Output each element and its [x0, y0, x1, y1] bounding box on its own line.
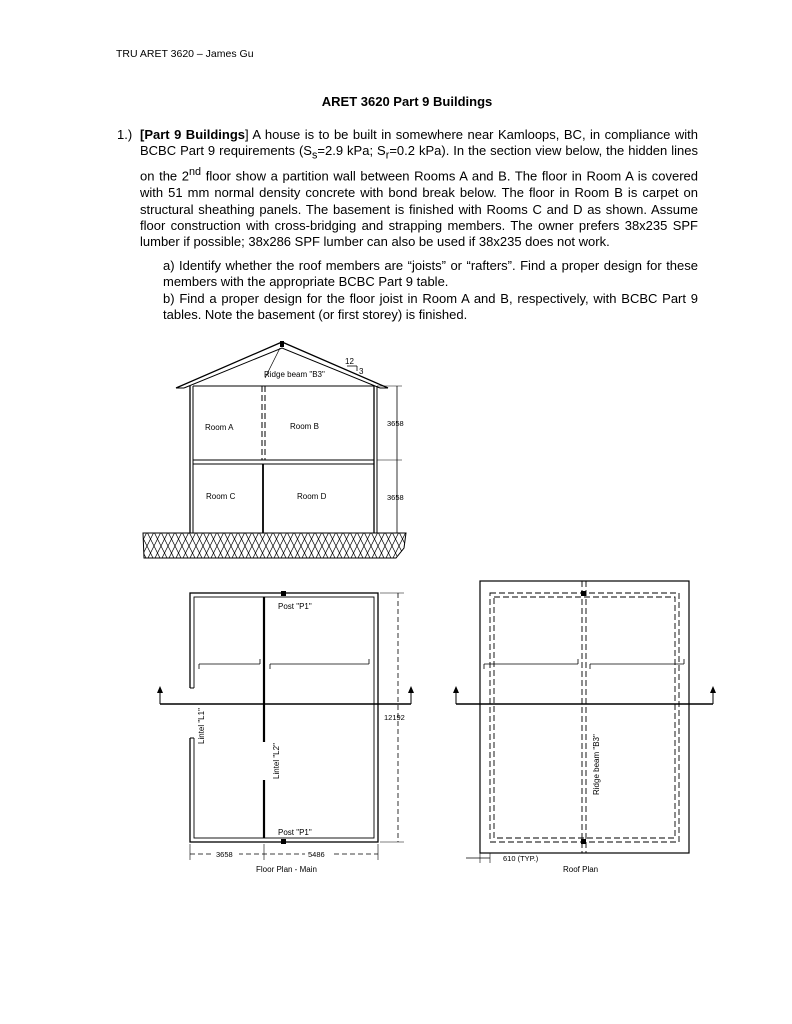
lower-storey-dimension: 3658: [387, 493, 404, 502]
post-bottom-label: Post "P1": [278, 828, 312, 837]
ground-hatch: [143, 533, 406, 558]
roof-inner: [184, 348, 380, 388]
question-sentence-4: floor show a partition wall between Rooms A and B. The floor in Room A is covered with 51 mm normal density concrete with bond break below. The floor in Room B is carpet on structural sheathing panels. The basement is finished with Rooms C and D as shown. Assume floor construction with cross-bridging and strapping members. The owner prefers 38x235 SPF lumber if possible; 38x286 SPF lumber can also be used if 38x235 does not work.: [140, 168, 698, 250]
upper-storey-dimension: 3658: [387, 419, 404, 428]
post-bottom: [281, 839, 286, 844]
roof-plan-wall-inner: [494, 597, 675, 838]
slope-rise-label: 3: [359, 367, 364, 376]
roof-plan: [453, 581, 716, 874]
question-number: 1.): [117, 127, 133, 142]
question-tag: [Part 9 Buildings: [140, 127, 246, 142]
room-d-label: Room D: [297, 492, 327, 501]
question-sentence-3: =0.2 kPa). In the section view below, the hidden lines on the 2: [140, 143, 698, 184]
floor-plan-caption: Floor Plan - Main: [256, 865, 317, 874]
right-width-dimension: 5486: [308, 850, 325, 859]
room-b-label: Room B: [290, 422, 319, 431]
snow-load-subscript: s: [311, 150, 318, 162]
question-tag-bracket: ]: [245, 127, 249, 142]
roof-plan-caption: Roof Plan: [563, 865, 599, 874]
question-part-a: a) Identify whether the roof members are “joists” or “rafters”. Find a proper design for these members with the appropriate BCBC Part 9 table.: [163, 258, 698, 290]
post-top-label: Post "P1": [278, 602, 312, 611]
roof-ridge-beam-label: Ridge beam "B3": [592, 734, 601, 795]
room-a-label: Room A: [205, 423, 234, 432]
floor-plan-inner-wall: [194, 597, 374, 838]
roof-outline: [176, 342, 388, 388]
roof-plan-wall-outer: [490, 593, 679, 842]
question-sentence-2: =2.9 kPa; S: [317, 143, 386, 159]
left-width-dimension: 3658: [216, 850, 233, 859]
room-c-label: Room C: [206, 492, 236, 501]
question-sentence-1: A house is to be built in somewhere near Kamloops, BC, in compliance with BCBC Part 9 requirements (S: [140, 127, 698, 159]
ordinal-superscript: nd: [189, 166, 202, 179]
overhang-label: 610 (TYP.): [503, 854, 539, 863]
length-dimension: 12192: [384, 713, 405, 722]
page-header: TRU ARET 3620 – James Gu: [116, 48, 254, 60]
question-part-b: b) Find a proper design for the floor joist in Room A and B, respectively, with BCBC Part 9 tables. Note the basement (or first storey) is finished.: [163, 291, 698, 323]
lintel-2-label: Lintel "L2": [272, 743, 281, 779]
post-top: [281, 591, 286, 596]
floor-plan: [157, 591, 414, 874]
roof-plan-outline: [480, 581, 689, 853]
section-view: [143, 341, 406, 558]
slope-run-label: 12: [345, 357, 354, 366]
lintel-1-label: Lintel "L1": [197, 708, 206, 744]
document-title: ARET 3620 Part 9 Buildings: [321, 94, 493, 109]
floor-plan-outer-wall: [190, 593, 378, 842]
ridge-beam-label: Ridge beam "B3": [264, 370, 325, 379]
ridge-beam-mark: [280, 341, 284, 347]
rain-load-subscript: r: [385, 150, 390, 162]
